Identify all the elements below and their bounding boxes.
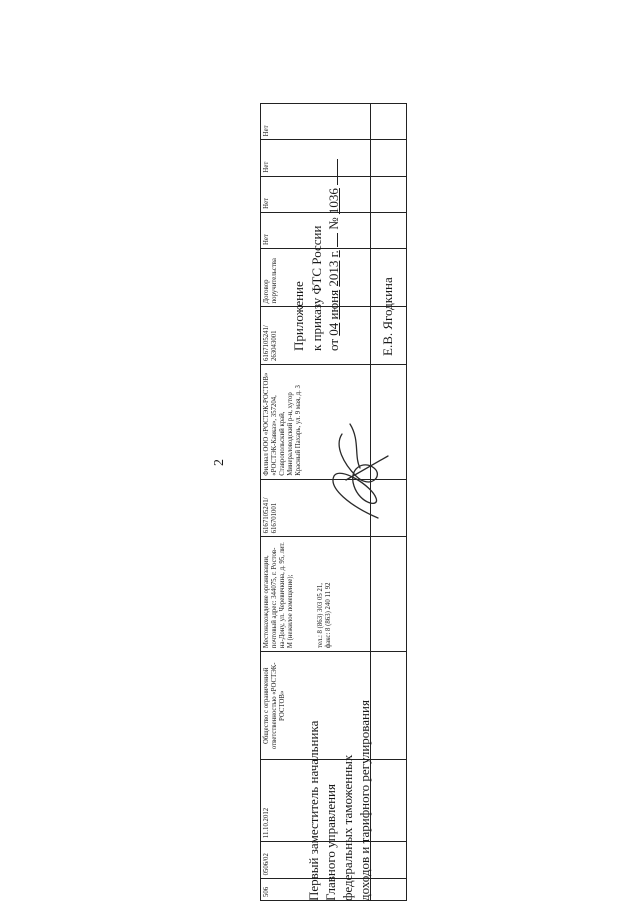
- phone-text: тел.: 8 (863) 303 05 21,: [317, 583, 325, 649]
- cell-branch-inn-kpp: 6167105241/ 263043001: [261, 307, 371, 365]
- page-number: 2: [212, 459, 227, 466]
- rotated-document-content: [210, 103, 436, 911]
- handwritten-signature-icon: [320, 416, 395, 526]
- approval-month: июня: [326, 289, 342, 320]
- cell-inn-kpp: 6167105241/ 616701001: [261, 479, 371, 537]
- approval-year: 2013: [326, 260, 342, 287]
- cell-organization-name: Общество с ограниченной ответственностью «РОСТЭК-РОСТОВ»: [261, 652, 371, 760]
- cell-basis-document: Договор поручительства: [261, 249, 371, 307]
- approval-order-ref: к приказу ФТС России: [308, 225, 324, 351]
- signatory-title-line: федеральных таможенных: [339, 754, 355, 901]
- cell-registration-code: 0506/02: [261, 842, 371, 879]
- signatory-name: Е.В. Ягодкина: [380, 277, 395, 356]
- cell-branch: Филиал ООО «РОСТЭК-РОСТОВ» «РОСТЭК-Кавказ», 357204, Ставропольский край, Минераловодский р-н, хутор Красный Пахарь, ул. 9 мая, д. 3: [261, 365, 371, 480]
- signatory-title-line: Первый заместитель начальника: [306, 720, 321, 901]
- approval-day: 04: [326, 322, 342, 336]
- cell-flag-1: Нет: [261, 212, 371, 248]
- cell-row-number: 506: [261, 879, 371, 901]
- signatory-title: [306, 700, 374, 901]
- approval-block: [290, 159, 343, 351]
- approval-date-prefix: от: [326, 338, 342, 351]
- approval-date-number: [325, 159, 343, 351]
- approval-title: Приложение: [291, 281, 306, 351]
- signatory-title-line: доходов и тарифного регулирования: [356, 700, 372, 901]
- cell-address: [261, 537, 371, 652]
- approval-number-label: №: [326, 217, 342, 230]
- address-text: Местонахождение организации, почтовый адрес: 344075, г. Ростов-на-Дону, ул. Черевичкина, д. 95, лит. М (нежилое помещение);: [263, 542, 295, 649]
- cell-flag-3: Нет: [261, 140, 371, 176]
- approval-year-suffix: г.: [326, 250, 342, 258]
- fax-text: факс: 8 (863) 240 11 92: [325, 582, 333, 649]
- cell-flag-4: Нет: [261, 104, 371, 140]
- approval-order-number: 1036: [326, 188, 342, 215]
- cell-flag-2: Нет: [261, 176, 371, 212]
- blank-line: [325, 233, 338, 247]
- signatory-title-line: Главного управления: [322, 784, 338, 901]
- cell-date: 11.10.2012: [261, 760, 371, 842]
- blank-line: [325, 159, 338, 185]
